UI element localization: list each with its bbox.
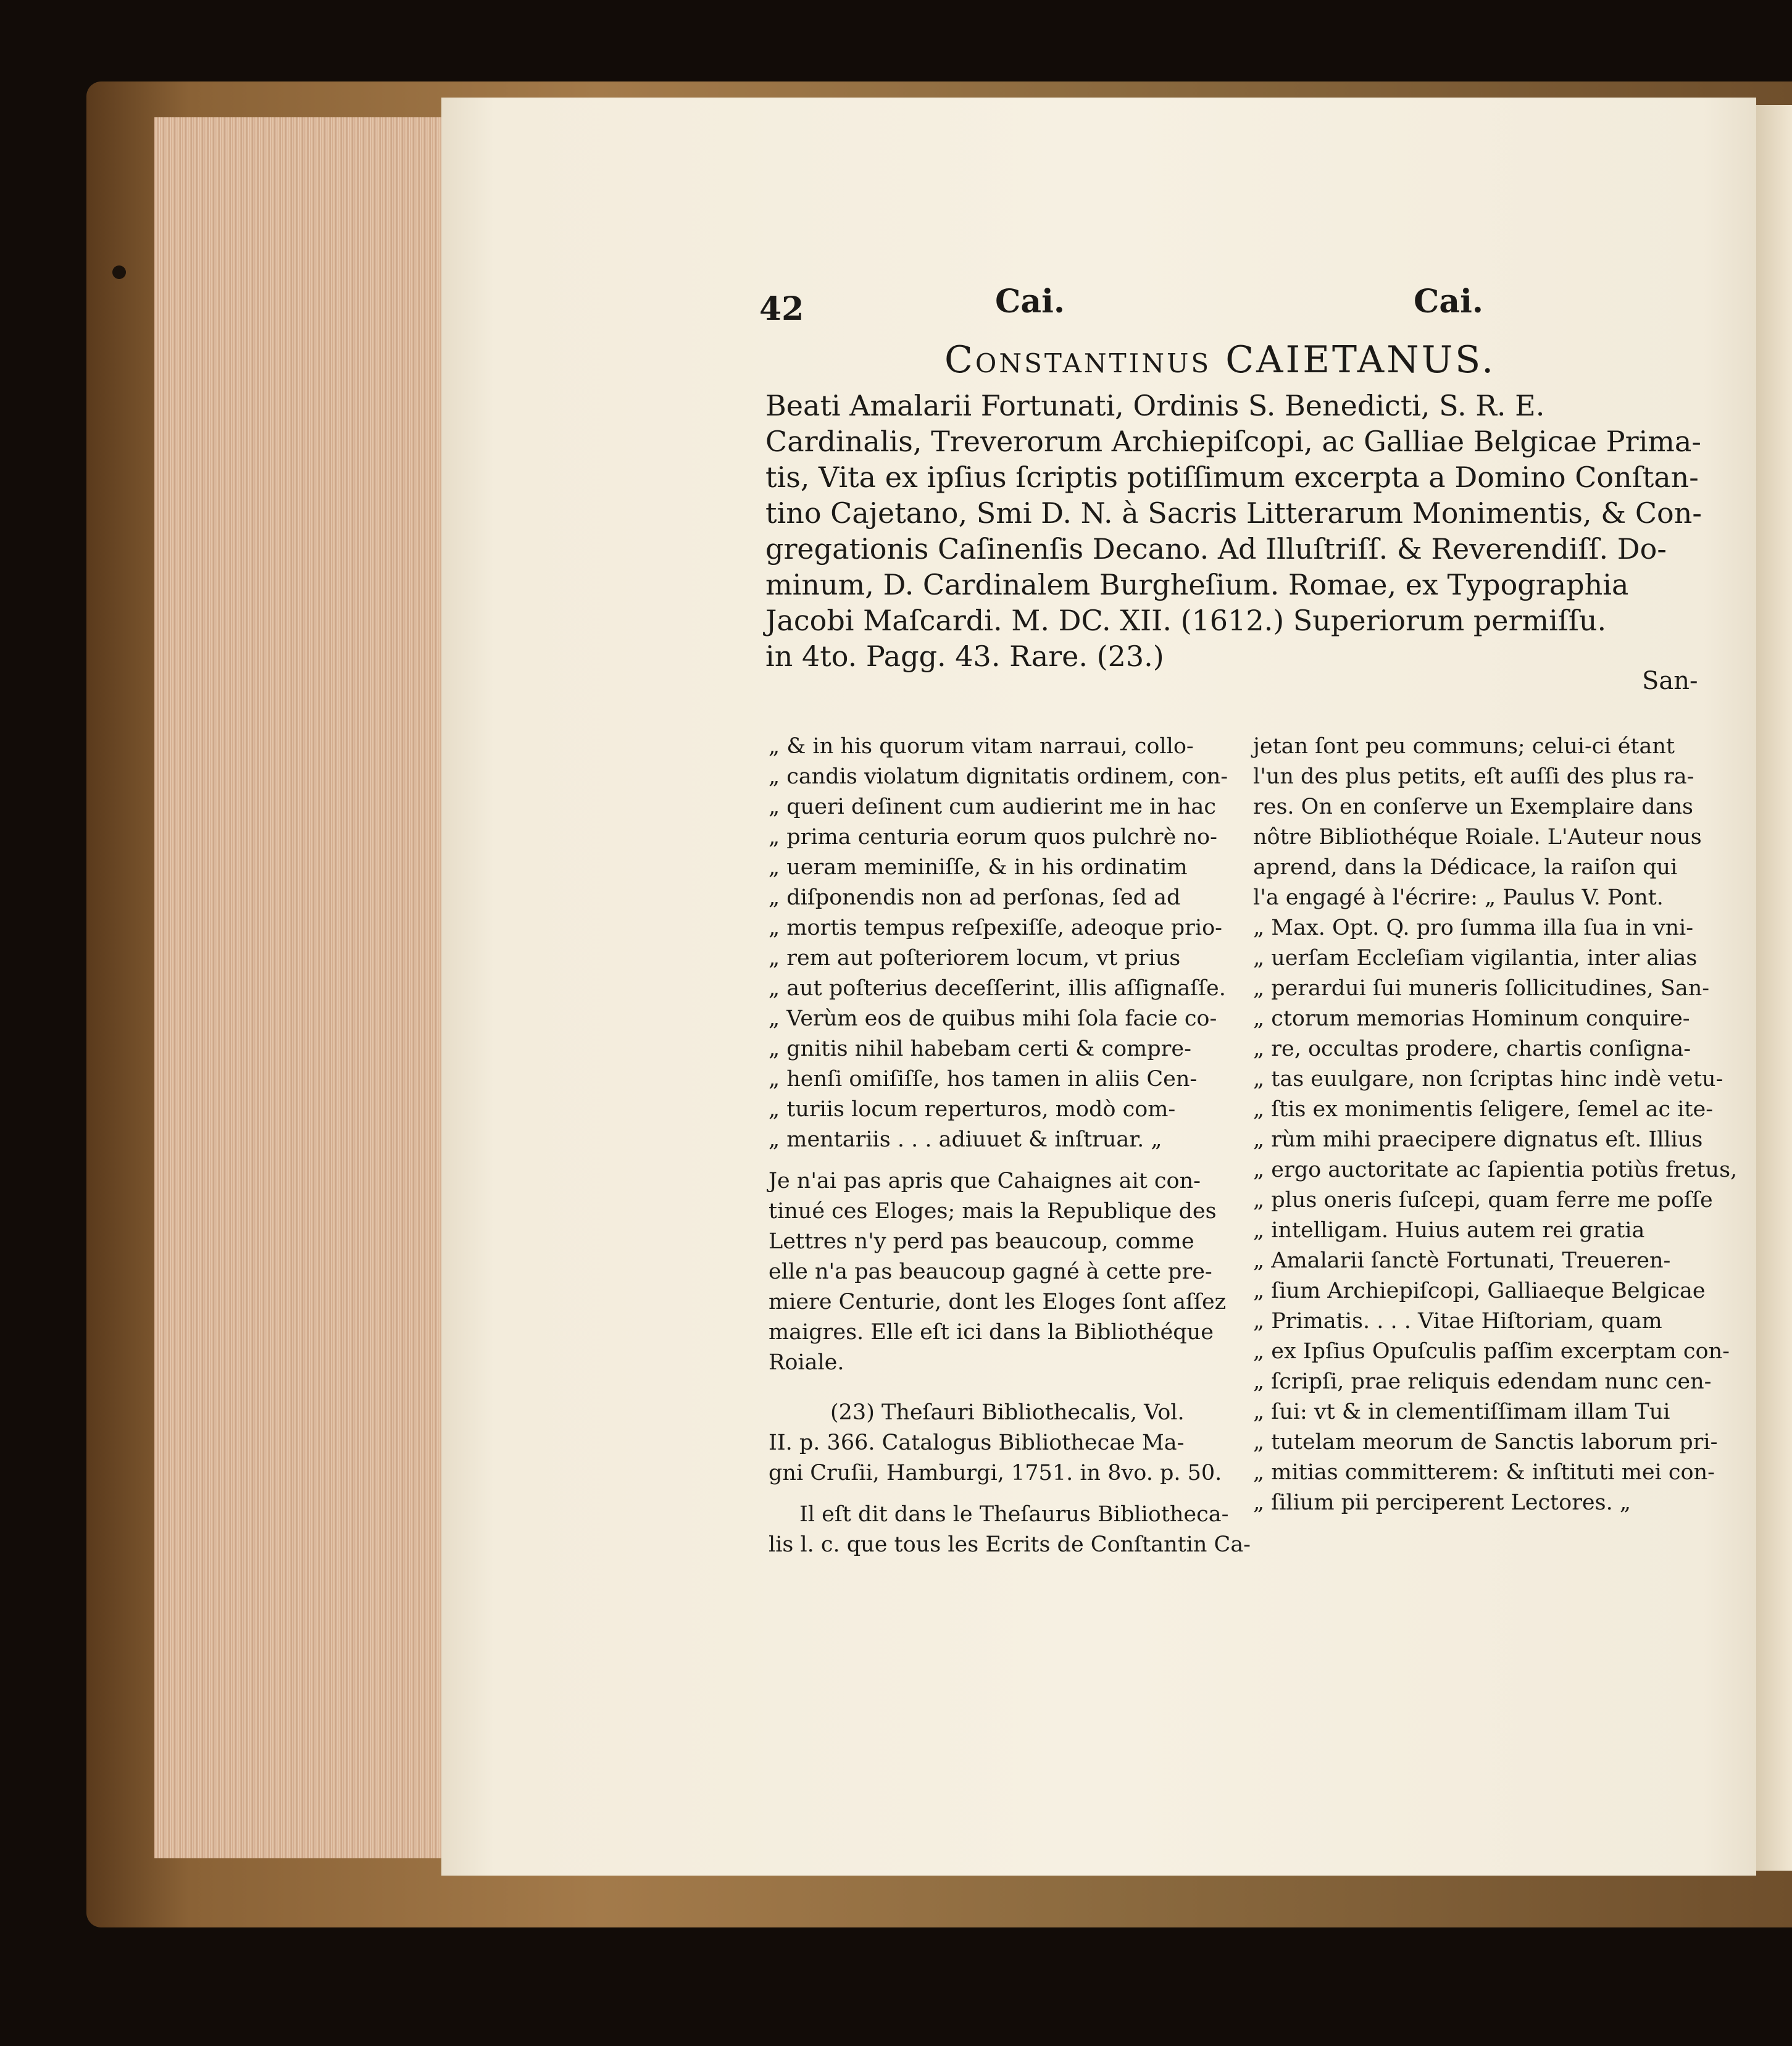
quote-line: „ turiis locum reperturos, modò com- [769,1097,1176,1122]
right-line: jetan ſont peu communs; celui-ci étant [1253,734,1675,759]
footnote-line: (23) Theſauri Bibliothecalis, Vol. [830,1400,1185,1425]
entry-line: in 4to. Pagg. 43. Rare. (23.) [765,640,1164,673]
quote-line: „ mentariis . . . adiuuet & inſtruar. „ [769,1127,1162,1152]
right-line: l'a engagé à l'écrire: „ Paulus V. Pont. [1253,885,1664,910]
french-line: elle n'a pas beaucoup gagné à cette pre- [769,1259,1212,1284]
right-line: „ ergo auctoritate ac ſapientia potiùs fretus, [1253,1158,1738,1182]
entry-line: tis, Vita ex ipſius ſcriptis potiſſimum excerpta a Domino Conſtan- [765,461,1699,494]
right-line: „ Amalarii ſanctè Fortunati, Treueren- [1253,1248,1671,1273]
title-second: CAIETANUS. [1225,338,1496,382]
right-line: „ ſium Archiepiſcopi, Galliaeque Belgicae [1253,1279,1706,1303]
quote-line: „ queri deſinent cum audierint me in hac [769,795,1216,819]
quote-line: „ & in his quorum vitam narraui, collo- [769,734,1194,759]
quote-line: „ prima centuria eorum quos pulchrè no- [769,825,1217,850]
right-line: „ ſui: vt & in clementiſſimam illam Tui [1253,1400,1670,1424]
footnote-line: Il eſt dit dans le Theſaurus Bibliotheca- [799,1502,1229,1527]
right-line: „ ctorum memorias Hominum conquire- [1253,1006,1690,1031]
right-line: nôtre Bibliothéque Roiale. L'Auteur nous [1253,825,1702,850]
right-line: „ uerſam Eccleſiam vigilantia, inter alias [1253,946,1698,971]
french-line: miere Centurie, dont les Eloges ſont aſſez [769,1290,1227,1314]
entry-line: gregationis Caſinenſis Decano. Ad Illuſtriſſ. & Reverendiſſ. Do- [765,532,1667,566]
right-line: „ plus oneris ſuſcepi, quam ferre me poſſe [1253,1188,1713,1213]
right-line: aprend, dans la Dédicace, la raiſon qui [1253,855,1678,880]
quote-line: „ Verùm eos de quibus mihi ſola facie co- [769,1006,1217,1031]
title-first: Constantinus [944,338,1212,382]
quote-line: „ mortis tempus reſpexiſſe, adeoque prio- [769,916,1222,940]
french-line: tinué ces Eloges; mais la Republique des [769,1199,1217,1224]
right-line: „ tutelam meorum de Sanctis laborum pri- [1253,1430,1718,1455]
entry-description [765,388,1702,674]
left-column [769,732,1251,1560]
quote-line: „ gnitis nihil habebam certi & compre- [769,1037,1191,1061]
right-line: „ re, occultas prodere, chartis conſigna- [1253,1037,1691,1061]
right-line: „ rùm mihi praecipere dignatus eſt. Illius [1253,1127,1703,1152]
running-head-right: Cai. [1414,283,1483,320]
page-number: 42 [759,290,804,328]
right-line: „ Primatis. . . . Vitae Hiſtoriam, quam [1253,1309,1662,1334]
right-line: res. On en conſerve un Exemplaire dans [1253,795,1694,819]
right-line: „ Max. Opt. Q. pro ſumma illa ſua in vni- [1253,916,1694,940]
binding-hole [112,265,126,279]
page-edges [154,117,444,1858]
facing-page-edge [1756,105,1792,1871]
right-line: l'un des plus petits, eſt auſſi des plus ra- [1253,764,1694,789]
entry-line: Cardinalis, Treverorum Archiepiſcopi, ac Galliae Belgicae Prima- [765,425,1701,458]
french-line: Je n'ai pas apris que Cahaignes ait con- [769,1169,1201,1193]
footnote-line: lis l. c. que tous les Ecrits de Conſtantin Ca- [769,1532,1251,1557]
catchword: San- [1642,667,1698,695]
quote-line: „ henſi omiſiſſe, hos tamen in aliis Cen- [769,1067,1198,1092]
right-line: „ ſcripſi, prae reliquis edendam nunc cen- [1253,1369,1712,1394]
footnote-line: gni Cruſii, Hamburgi, 1751. in 8vo. p. 50. [769,1461,1222,1485]
footnote-line: II. p. 366. Catalogus Bibliothecae Ma- [769,1430,1185,1455]
right-line: „ intelligam. Huius autem rei gratia [1253,1218,1645,1243]
right-line: „ ſilium pii perciperent Lectores. „ [1253,1490,1631,1515]
entry-line: Jacobi Maſcardi. M. DC. XII. (1612.) Superiorum permiſſu. [765,604,1607,637]
quote-line: „ ueram meminiſſe, & in his ordinatim [769,855,1188,880]
entry-line: tino Cajetano, Smi D. N. à Sacris Litterarum Monimentis, & Con- [765,496,1702,530]
french-line: Lettres n'y perd pas beaucoup, comme [769,1229,1194,1254]
quote-line: „ diſponendis non ad perſonas, ſed ad [769,885,1181,910]
quote-line: „ aut poſterius deceſſerint, illis aſſignaſſe. [769,976,1226,1001]
running-head-left: Cai. [995,283,1065,320]
right-line: „ mitias committerem: & inſtituti mei con- [1253,1460,1715,1485]
right-line: „ tas euulgare, non ſcriptas hinc indè vetu- [1253,1067,1723,1092]
french-line: Roiale. [769,1350,844,1375]
right-column [1253,732,1738,1518]
right-line: „ ex Ipſius Opuſculis paſſim excerptam con- [1253,1339,1730,1364]
quote-line: „ rem aut poſteriorem locum, vt prius [769,946,1181,971]
right-line: „ perardui ſui muneris ſollicitudines, San- [1253,976,1710,1001]
entry-line: minum, D. Cardinalem Burgheſium. Romae, ex Typographia [765,568,1629,601]
entry-title [944,338,1496,382]
right-line: „ ſtis ex monimentis ſeligere, ſemel ac ite- [1253,1097,1714,1122]
quote-line: „ candis violatum dignitatis ordinem, con- [769,764,1228,789]
french-line: maigres. Elle eſt ici dans la Bibliothéque [769,1320,1214,1345]
entry-line: Beati Amalarii Fortunati, Ordinis S. Benedicti, S. R. E. [765,389,1545,422]
